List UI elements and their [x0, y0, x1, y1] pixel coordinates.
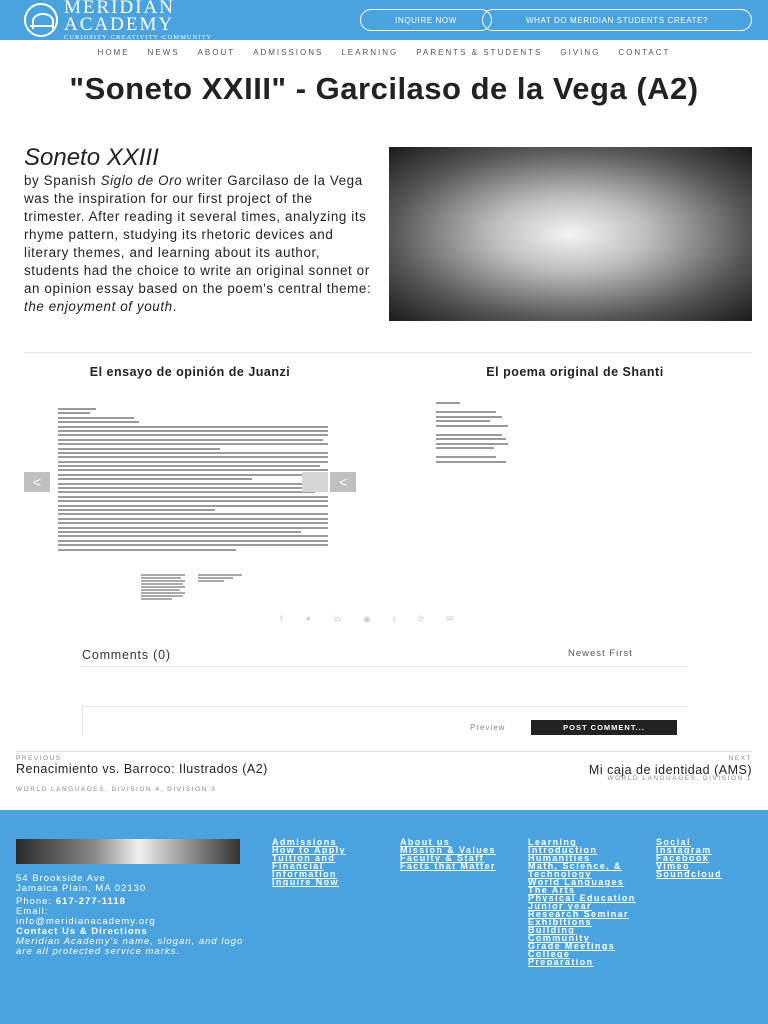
document-text-line	[58, 417, 134, 419]
gallery-thumbnail[interactable]	[198, 574, 242, 596]
next-post-link[interactable]: Mi caja de identidad (AMS)	[588, 763, 752, 777]
body-text-part: by Spanish	[24, 173, 101, 188]
document-text-line	[58, 452, 328, 454]
address-line: Jamaica Plain, MA 02130	[16, 883, 147, 894]
document-text-line	[58, 461, 328, 463]
document-text-line	[141, 580, 185, 582]
divider	[16, 751, 752, 752]
logo-text	[64, 0, 212, 42]
document-text-line	[436, 402, 460, 404]
poem-title: El poema original de Shanti	[486, 365, 664, 379]
document-text-line	[141, 583, 183, 585]
document-text-line	[436, 434, 502, 436]
phone-label: Phone:	[16, 896, 56, 907]
document-text-line	[436, 411, 496, 413]
comment-input-border[interactable]	[82, 706, 688, 707]
inquire-now-button[interactable]: INQUIRE NOW	[360, 9, 492, 31]
logo-line2: ACADEMY	[64, 14, 175, 36]
facebook-icon[interactable]: f	[280, 614, 283, 624]
footer-link[interactable]: Instagram	[656, 845, 712, 855]
document-text-line	[141, 577, 181, 579]
body-emphasis: the enjoyment of youth	[24, 299, 173, 314]
document-text-line	[436, 443, 508, 445]
nav-contact[interactable]: CONTACT	[618, 48, 671, 57]
linkedin-icon[interactable]: in	[334, 614, 342, 624]
document-text-line	[58, 518, 328, 520]
footer-link[interactable]: Mission & Values	[400, 845, 496, 855]
gallery-thumbnail[interactable]	[141, 574, 185, 596]
footer-col-learning	[528, 838, 638, 966]
document-text-line	[141, 589, 180, 591]
document-text-line	[58, 483, 328, 485]
tumblr-icon[interactable]: t	[392, 614, 396, 624]
footer-col-social	[656, 838, 766, 878]
document-text-line	[58, 509, 215, 511]
poem-prev-arrow-icon[interactable]: <	[330, 472, 356, 492]
footer-link[interactable]: World Languages	[528, 877, 625, 887]
site-logo[interactable]	[24, 0, 213, 42]
document-text-line	[58, 456, 328, 458]
document-text-line	[58, 426, 328, 428]
document-text-line	[58, 535, 328, 537]
footer-col-admissions	[272, 838, 382, 886]
document-text-line	[58, 434, 328, 436]
academy-seal-icon	[24, 3, 58, 37]
document-text-line	[58, 549, 236, 551]
footer-col-heading[interactable]: Learning	[528, 837, 578, 847]
site-footer	[0, 810, 768, 1024]
document-text-line	[198, 580, 224, 582]
document-text-line	[436, 438, 506, 440]
logo-line1: MERIDIAN	[64, 0, 175, 19]
pinterest-icon[interactable]: ℗	[417, 614, 425, 624]
poem-document-image	[436, 402, 556, 472]
footer-link[interactable]: Junior year Research Seminar	[528, 901, 629, 919]
footer-link[interactable]: Grade Meetings	[528, 941, 616, 951]
email-share-icon[interactable]: ✉	[446, 614, 454, 624]
post-comment-button[interactable]: POST COMMENT...	[531, 720, 677, 735]
footer-link[interactable]: College Preparation	[528, 949, 594, 967]
document-text-line	[58, 474, 328, 476]
body-text-part: .	[172, 299, 178, 314]
footer-col-heading[interactable]: About us	[400, 837, 451, 847]
nav-learning[interactable]: LEARNING	[341, 48, 399, 57]
logo-tagline: CURIOSITY·CREATIVITY·COMMUNITY	[64, 34, 213, 42]
document-text-line	[58, 478, 252, 480]
share-bar	[280, 614, 454, 625]
next-label: NEXT	[728, 755, 752, 762]
document-text-line	[58, 527, 328, 529]
essay-document-image	[58, 408, 328, 553]
document-text-line	[436, 416, 502, 418]
document-text-line	[141, 574, 185, 576]
body-emphasis: Siglo de Oro	[100, 173, 183, 188]
twitter-icon[interactable]: ✦	[304, 614, 313, 624]
document-text-line	[58, 531, 301, 533]
document-text-line	[58, 500, 328, 502]
document-text-line	[58, 505, 328, 507]
previous-post-link[interactable]: Renacimiento vs. Barroco: Ilustrados (A2)	[16, 762, 268, 776]
hero-image	[389, 147, 752, 321]
nav-news[interactable]: NEWS	[147, 48, 180, 57]
document-text-line	[58, 430, 328, 432]
document-text-line	[141, 598, 172, 600]
footer-col-heading[interactable]: Admissions	[272, 837, 338, 847]
previous-post-categories: WORLD LANGUAGES, DIVISION 4, DIVISION 3	[16, 786, 217, 793]
footer-link[interactable]: Introduction	[528, 845, 598, 855]
student-create-button[interactable]: WHAT DO MERIDIAN STUDENTS CREATE?	[482, 9, 752, 31]
document-text-line	[58, 408, 96, 410]
document-text-line	[58, 412, 90, 414]
document-text-line	[58, 448, 220, 450]
document-text-line	[436, 456, 496, 458]
footer-link[interactable]: Exhibitions	[528, 917, 592, 927]
document-text-line	[58, 421, 139, 423]
phone-number[interactable]: 617-277-1118	[55, 896, 126, 907]
document-text-line	[141, 586, 185, 588]
footer-link[interactable]: Faculty & Staff	[400, 853, 485, 863]
address-line: 54 Brookside Ave	[16, 873, 106, 884]
footer-link[interactable]: The Arts	[528, 885, 576, 895]
document-text-line	[58, 487, 328, 489]
top-bar	[0, 0, 768, 40]
footer-email-link[interactable]: info@meridianacademy.org	[16, 916, 156, 927]
preview-button[interactable]: Preview	[470, 723, 506, 732]
footer-link[interactable]: Tuition and Financial Information	[272, 853, 337, 879]
contact-directions-link[interactable]: Contact Us & Directions	[16, 926, 148, 937]
footer-link[interactable]: How to Apply	[272, 845, 346, 855]
footer-link[interactable]: Facebook	[656, 853, 710, 863]
gallery-prev-arrow-icon[interactable]: <	[24, 472, 50, 492]
document-text-line	[58, 469, 328, 471]
next-post-categories: WORLD LANGUAGES, DIVISION 1	[607, 775, 752, 782]
nav-giving[interactable]: GIVING	[560, 48, 601, 57]
document-text-line	[436, 420, 490, 422]
divider	[82, 666, 688, 667]
footer-link[interactable]: Inquire Now	[272, 877, 339, 887]
comment-input-border	[82, 706, 83, 736]
document-text-line	[58, 544, 328, 546]
footer-trademark-note: Meridian Academy's name, slogan, and logo are all protected service marks.	[16, 936, 244, 957]
nav-parents-students[interactable]: PARENTS & STUDENTS	[416, 48, 543, 57]
document-text-line	[58, 540, 328, 542]
page-title: "Soneto XXIII" - Garcilaso de la Vega (A2)	[69, 71, 699, 106]
document-text-line	[436, 461, 506, 463]
document-text-line	[141, 592, 185, 594]
main-nav	[0, 44, 768, 62]
document-text-line	[58, 491, 315, 493]
footer-col-about	[400, 838, 510, 870]
previous-label: PREVIOUS	[16, 755, 62, 762]
body-text-part: writer Garcilaso de la Vega was the inspiration for our first project of the trimester. After reading it several times, analyzing its rhyme pattern, studying its rhetoric devices and literary themes, and learning about its author, students had the choice to write an original sonnet or an opinion essay based on the poem's central theme:	[24, 173, 372, 296]
footer-link[interactable]: Building Community	[528, 925, 591, 943]
document-text-line	[58, 439, 323, 441]
footer-address	[16, 874, 146, 894]
comments-sort[interactable]: Newest First	[568, 648, 633, 659]
footer-link[interactable]: Soundcloud	[656, 869, 722, 879]
footer-banner-image	[16, 839, 240, 864]
article-heading: Soneto XXIII	[24, 144, 159, 171]
document-text-line	[58, 513, 328, 515]
comments-title: Comments (0)	[82, 648, 171, 662]
document-text-line	[141, 595, 183, 597]
article-body	[24, 172, 376, 316]
document-text-line	[58, 496, 328, 498]
email-label: Email:	[16, 906, 49, 917]
nav-home[interactable]: HOME	[97, 48, 130, 57]
essay-title: El ensayo de opinión de Juanzi	[89, 365, 291, 379]
footer-link[interactable]: Math, Science, & Technology	[528, 861, 622, 879]
footer-link[interactable]: Physical Education	[528, 893, 636, 903]
nav-about[interactable]: ABOUT	[197, 48, 236, 57]
document-text-line	[58, 443, 328, 445]
document-text-line	[58, 465, 320, 467]
document-text-line	[198, 574, 242, 576]
document-text-line	[436, 447, 494, 449]
footer-link[interactable]: Humanities	[528, 853, 591, 863]
reddit-icon[interactable]: ◉	[363, 614, 371, 624]
document-text-line	[198, 577, 233, 579]
divider	[24, 352, 752, 353]
footer-link[interactable]: Vimeo	[656, 861, 690, 871]
document-text-line	[58, 522, 328, 524]
footer-col-heading[interactable]: Social	[656, 837, 691, 847]
nav-admissions[interactable]: ADMISSIONS	[253, 48, 324, 57]
document-text-line	[436, 425, 508, 427]
footer-link[interactable]: Facts that Matter	[400, 861, 496, 871]
gallery-next-arrow-icon[interactable]	[302, 472, 328, 492]
